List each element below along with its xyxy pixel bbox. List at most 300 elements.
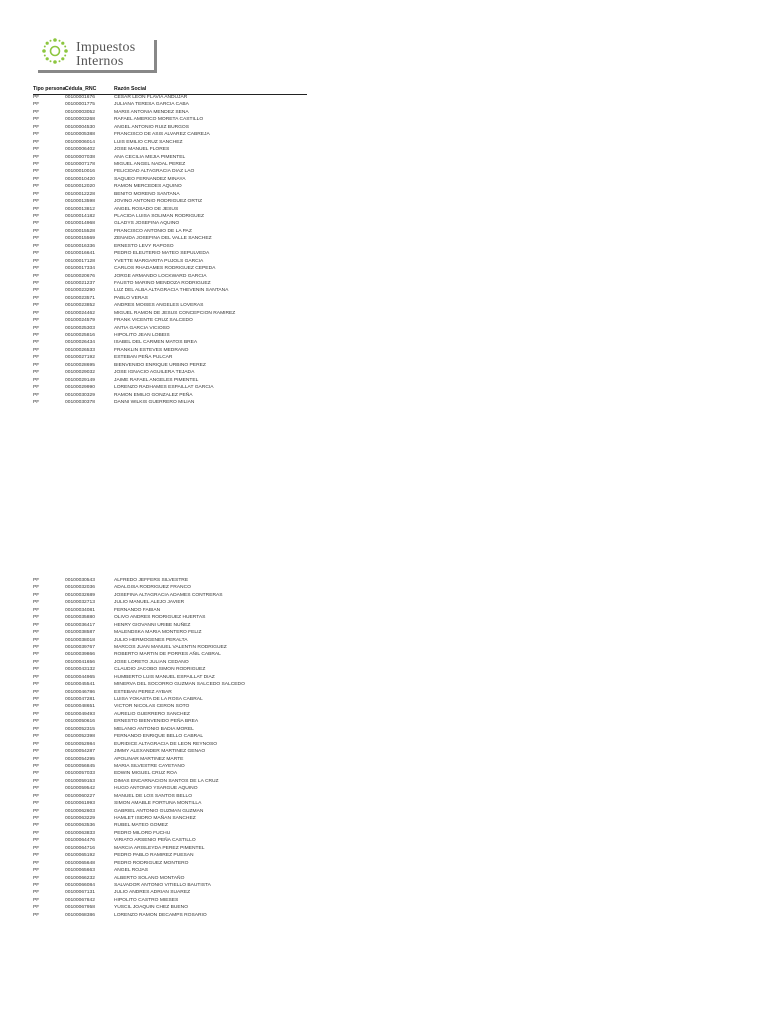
cell-tipo: PF [33,808,40,814]
cell-tipo: PF [33,258,40,264]
cell-tipo: PF [33,221,40,227]
cell-razon: ESTEBAN PEREZ AYBAR [114,689,172,695]
cell-tipo: PF [33,659,40,665]
cell-razon: BIENVENIDO ENRIQUE URBINO PEREZ [114,362,206,368]
cell-razon: MIGUEL ANGEL NADAL PEREZ [114,161,186,167]
cell-cedula: 00100030378 [65,399,95,405]
cell-cedula: 00100024462 [65,310,95,316]
cell-cedula: 00100014182 [65,214,95,219]
cell-tipo: PF [33,176,40,182]
table-row [33,399,353,406]
cell-tipo: PF [33,325,40,331]
cell-razon: RUBEL MATEO GOMEZ [114,823,168,829]
cell-tipo: PF [33,644,40,650]
cell-tipo: PF [33,95,40,100]
table-row [33,369,353,376]
table-row [33,904,353,911]
table-row [33,718,353,725]
cell-tipo: PF [33,206,40,212]
cell-tipo: PF [33,845,40,851]
cell-tipo: PF [33,266,40,272]
cell-tipo: PF [33,637,40,643]
cell-cedula: 00100012020 [65,184,95,190]
table-row [33,897,353,904]
table-row [33,577,353,584]
table-row [33,287,353,294]
cell-tipo: PF [33,622,40,628]
cell-razon: PEDRO MILORD FUCHU [114,830,171,836]
table-row [33,101,353,108]
cell-cedula: 00100059542 [65,786,95,792]
cell-cedula: 00100032689 [65,592,95,598]
cell-razon: EDWIN MIGUEL CRUZ ROA [114,771,178,777]
cell-tipo: PF [33,838,40,844]
cell-razon: ANDRES MOISES ANGELES LOVERAS [114,303,204,309]
table-row [33,258,353,265]
cell-tipo: PF [33,199,40,205]
cell-razon: PLACIDA LUISA SOLIMAN RODRIGUEZ [114,214,204,219]
cell-cedula: 00100065648 [65,860,95,866]
cell-razon: ZENAIDA JOSEFINA DEL VALLE SANCHEZ [114,236,212,242]
cell-cedula: 00100024579 [65,318,95,324]
cell-tipo: PF [33,741,40,747]
table-row [33,213,353,220]
cell-razon: HUGO ANTONIO YSARGUE AQUINO [114,786,198,792]
cell-cedula: 00100030329 [65,392,95,398]
cell-tipo: PF [33,124,40,130]
cell-tipo: PF [33,243,40,249]
table-row [33,882,353,889]
cell-tipo: PF [33,853,40,859]
cell-cedula: 00100045541 [65,682,95,688]
cell-tipo: PF [33,897,40,903]
cell-razon: MARCOS JUAN MANUEL VALENTIN RODRIGUEZ [114,644,227,650]
cell-cedula: 00100007038 [65,154,95,160]
cell-razon: JOSEFINA ALTAGRACIA ADAMES CONTRERAS [114,592,223,598]
cell-tipo: PF [33,191,40,197]
table-row [33,377,353,384]
cell-razon: CARLOS RHADAMES RODRIGUEZ CEPEDA [114,266,216,272]
table-row [33,599,353,606]
cell-razon: FERNANDO ENRIQUE BELLO CABRAL [114,734,204,740]
table-row [33,689,353,696]
table-row [33,109,353,116]
table-row [33,235,353,242]
table-row [33,622,353,629]
cell-cedula: 00100020676 [65,273,95,279]
table-row [33,629,353,636]
cell-cedula: 00100060227 [65,793,95,799]
cell-cedula: 00100052315 [65,726,95,732]
table-row [33,852,353,859]
table-row [33,339,353,346]
table-row [33,785,353,792]
cell-razon: FAUSTO MARINO MENDOZA RODRIGUEZ [114,280,211,286]
cell-razon: VIRIATO ARSENIO PEÑA CASTILLO [114,838,196,844]
cell-cedula: 00100005388 [65,132,95,138]
table-row [33,607,353,614]
table-row [33,748,353,755]
cell-tipo: PF [33,793,40,799]
cell-cedula: 00100025816 [65,333,95,338]
table-row [33,756,353,763]
cell-razon: ANTIA GARCIA VICIOSO [114,325,170,331]
cell-razon: HENRY GIOVANNI URIBE NUÑEZ [114,622,191,628]
table-row [33,139,353,146]
cell-razon: LORENZO RAMON DECAMPS ROSARIO [114,912,207,918]
cell-tipo: PF [33,355,40,361]
header-tipo: Tipo persona [33,86,66,92]
cell-tipo: PF [33,734,40,740]
cell-tipo: PF [33,251,40,257]
table-row [33,273,353,280]
cell-cedula: 00100017334 [65,266,95,272]
cell-cedula: 00100062603 [65,808,95,814]
cell-tipo: PF [33,890,40,896]
cell-razon: ISABEL DEL CARMEN MATOS BREA [114,340,198,346]
cell-tipo: PF [33,674,40,680]
cell-cedula: 00100003052 [65,109,95,115]
cell-razon: FRANK VICENTE CRUZ SALCEDO [114,318,193,324]
table-row [33,265,353,272]
cell-cedula: 00100049493 [65,711,95,717]
cell-razon: ANGEL ROJAS [114,868,149,874]
cell-razon: MELANIO ANTONIO BADIA MOREL [114,726,194,732]
cell-cedula: 00100032036 [65,585,95,591]
cell-cedula: 00100016641 [65,251,95,257]
cell-tipo: PF [33,607,40,613]
cell-tipo: PF [33,288,40,294]
cell-cedula: 00100025303 [65,325,95,331]
cell-tipo: PF [33,652,40,658]
table-row [33,644,353,651]
cell-cedula: 00100015569 [65,236,95,242]
cell-cedula: 00100026434 [65,340,95,346]
cell-razon: FRANCISCO ANTONIO DE LA PAZ [114,228,192,234]
cell-tipo: PF [33,711,40,717]
cell-tipo: PF [33,303,40,309]
cell-cedula: 00100004530 [65,124,95,130]
cell-razon: LUZ DEL ALBA ALTAGRACIA THEVENIN SANTANA [114,288,229,294]
cell-tipo: PF [33,875,40,881]
cell-tipo: PF [33,771,40,777]
cell-razon: SALVADOR ANTONIO VITIELLO BAUTISTA [114,882,211,888]
cell-razon: LUIS EMILIO CRUZ SANCHEZ [114,139,183,145]
cell-tipo: PF [33,667,40,673]
table-row [33,614,353,621]
table-row [33,778,353,785]
cell-razon: ROBERTO MARTIN DE PORRES AÑIL CABRAL [114,652,221,658]
cell-cedula: 00100039767 [65,644,95,650]
cell-cedula: 00100036417 [65,622,95,628]
table-row [33,116,353,123]
table-body-page-1 [33,94,353,406]
cell-razon: ADALGISA RODRIGUEZ FRANCO [114,585,191,591]
table-row [33,659,353,666]
cell-razon: HUMBERTO LUIS MANUEL ESPAILLAT DIAZ [114,674,215,680]
cell-razon: JORGE ARMANDO LOCKWARD GARCIA [114,273,207,279]
cell-tipo: PF [33,816,40,821]
cell-razon: ALBERTO SOLANO MONTAÑO [114,875,185,881]
table-row [33,637,353,644]
cell-tipo: PF [33,154,40,160]
cell-razon: JULIO ANDRES ADRIAN SUAREZ [114,890,191,896]
cell-cedula: 00100039866 [65,652,95,658]
cell-razon: PEDRO PABLO RAMIREZ PUESAN [114,853,194,859]
table-row [33,584,353,591]
cell-tipo: PF [33,399,40,405]
cell-tipo: PF [33,905,40,911]
cell-razon: JOVINO ANTONIO RODRIGUEZ ORTIZ [114,199,203,205]
table-row [33,726,353,733]
cell-tipo: PF [33,318,40,324]
logo-text-line2: Internos [76,54,124,69]
cell-tipo: PF [33,882,40,888]
cell-razon: ANGEL ROSADO DE JESUS [114,206,179,212]
header-razon: Razón Social [114,86,147,92]
cell-razon: DIMAS ENCARNACION SANTOS DE LA CRUZ [114,778,219,784]
cell-cedula: 00100034081 [65,607,95,613]
header-cedula: Cédula_RNC [65,86,97,92]
cell-razon: YVETTE MARGARITA PUJOLS GARCIA [114,258,204,264]
cell-cedula: 00100050616 [65,719,95,725]
cell-tipo: PF [33,310,40,316]
table-row [33,228,353,235]
table-row [33,94,353,101]
cell-razon: ANA CECILIA MEJIA PIMENTEL [114,154,186,160]
table-row [33,347,353,354]
cell-razon: FRANKLIN ESTEVES MEDRANO [114,347,189,353]
cell-cedula: 00100006014 [65,139,95,145]
table-row [33,362,353,369]
table-row [33,250,353,257]
table-row [33,696,353,703]
cell-tipo: PF [33,214,40,219]
cell-tipo: PF [33,726,40,732]
table-row [33,384,353,391]
cell-cedula: 00100067958 [65,905,95,911]
cell-razon: MARCIA ARISLEYDA PEREZ PIMENTEL [114,845,205,851]
cell-razon: APOLINAR MARTINEZ MARTE [114,756,184,762]
cell-cedula: 00100063536 [65,823,95,829]
table-row [33,830,353,837]
cell-tipo: PF [33,147,40,153]
cell-razon: JULIANA TERESA GARCIA CABA [114,102,189,108]
cell-cedula: 00100043132 [65,667,95,673]
cell-cedula: 00100007178 [65,161,95,167]
cell-cedula: 00100023852 [65,303,95,309]
cell-cedula: 00100064716 [65,845,95,851]
table-row [33,800,353,807]
table-row [33,354,353,361]
cell-razon: RAMON EMILIO GONZALEZ PEÑA [114,392,193,398]
cell-razon: HIPOLITO CASTRO MIESES [114,897,179,903]
cell-razon: HIPOLITO JEAN LOBEIS [114,333,170,338]
cell-cedula: 00100035880 [65,615,95,621]
table-row [33,302,353,309]
table-row [33,392,353,399]
cell-cedula: 00100012228 [65,191,95,197]
table-row [33,822,353,829]
cell-cedula: 00100030543 [65,578,95,583]
table-row [33,176,353,183]
cell-razon: ERNESTO LEVY RAPOSO [114,243,174,249]
cell-cedula: 00100021237 [65,280,95,286]
cell-razon: JAIME RAFAEL ANGELES PIMENTEL [114,377,199,383]
cell-cedula: 00100023290 [65,288,95,294]
table-row [33,317,353,324]
table-row [33,154,353,161]
cell-tipo: PF [33,340,40,346]
cell-cedula: 00100059153 [65,778,95,784]
cell-razon: LUISA YOKASTA DE LA ROSA CABRAL [114,697,203,702]
cell-tipo: PF [33,578,40,583]
table-row [33,124,353,131]
table-row [33,845,353,852]
dgii-logo [34,36,158,74]
cell-razon: ANGEL ANTONIO RUIZ BURGOS [114,124,190,130]
cell-tipo: PF [33,385,40,391]
table-row [33,741,353,748]
cell-tipo: PF [33,169,40,175]
cell-cedula: 00100066084 [65,882,95,888]
cell-cedula: 00100016336 [65,243,95,249]
cell-cedula: 00100054295 [65,756,95,762]
table-row [33,666,353,673]
cell-cedula: 00100064476 [65,838,95,844]
cell-tipo: PF [33,719,40,725]
cell-razon: ALFREDO JEFFERS SILVESTRE [114,578,189,583]
cell-razon: JOSE MANUEL FLORES [114,147,170,153]
sunburst-logo-icon [40,36,70,66]
cell-tipo: PF [33,592,40,598]
cell-cedula: 00100046786 [65,689,95,695]
cell-razon: ESTEBAN PEÑA PULCAR [114,355,173,361]
cell-razon: BENITO MORENO SANTANA [114,191,180,197]
cell-tipo: PF [33,704,40,710]
cell-tipo: PF [33,117,40,123]
cell-cedula: 00100066232 [65,875,95,881]
table-row [33,770,353,777]
cell-razon: MIGUEL RAMON DE JESUS CONCEPCION RAMIREZ [114,310,236,316]
cell-tipo: PF [33,132,40,138]
cell-tipo: PF [33,362,40,368]
cell-cedula: 00100006402 [65,147,95,153]
cell-razon: FERNANDO FABIAN [114,607,161,613]
cell-tipo: PF [33,333,40,338]
cell-cedula: 00100017128 [65,258,95,264]
cell-cedula: 00100065663 [65,868,95,874]
cell-cedula: 00100065192 [65,853,95,859]
cell-tipo: PF [33,868,40,874]
cell-razon: CLAUDIO JACOBO SIMON RODRIGUEZ [114,667,206,673]
table-row [33,168,353,175]
cell-tipo: PF [33,749,40,755]
cell-razon: JOSE IGNACIO AGUILERA TEJADA [114,370,195,376]
cell-tipo: PF [33,786,40,792]
cell-cedula: 00100048651 [65,704,95,710]
cell-razon: DANNI WILKIS GUERRERO MILIAN [114,399,195,405]
table-row [33,860,353,867]
table-row [33,332,353,339]
table-row [33,703,353,710]
cell-cedula: 00100038018 [65,637,95,643]
cell-cedula: 00100003268 [65,117,95,123]
table-row [33,191,353,198]
table-row [33,651,353,658]
cell-tipo: PF [33,377,40,383]
table-row [33,206,353,213]
table-row [33,889,353,896]
cell-cedula: 00100067842 [65,897,95,903]
table-row [33,711,353,718]
cell-tipo: PF [33,778,40,784]
cell-razon: ERNESTO BIENVENIDO PEÑA BREA [114,719,199,725]
logo-bar [154,40,157,73]
cell-tipo: PF [33,295,40,301]
cell-tipo: PF [33,370,40,376]
table-row [33,592,353,599]
table-row [33,815,353,822]
table-row [33,310,353,317]
table-row [33,295,353,302]
cell-razon: RAFAEL AMERICO MORETA CASTILLO [114,117,204,123]
logo-text-line1: Impuestos [76,40,136,55]
table-row [33,763,353,770]
cell-tipo: PF [33,860,40,866]
cell-razon: MINERVA DEL SOCORRO GUZMAN SALCEDO SALCEDO [114,682,245,688]
cell-tipo: PF [33,763,40,769]
cell-tipo: PF [33,697,40,702]
cell-tipo: PF [33,615,40,621]
cell-cedula: 00100068386 [65,912,95,918]
cell-cedula: 00100010016 [65,169,95,175]
cell-cedula: 00100044965 [65,674,95,680]
cell-tipo: PF [33,161,40,167]
table-row [33,733,353,740]
cell-razon: RAMON MERCEDES AQUINO [114,184,182,190]
table-row [33,867,353,874]
table-row [33,220,353,227]
cell-razon: GABRIEL ANTONIO GUZMAN GUZMAN [114,808,204,814]
cell-tipo: PF [33,392,40,398]
cell-razon: YUSCIL JOAQUIN CHEZ BUENO [114,905,189,911]
cell-cedula: 00100023571 [65,295,95,301]
cell-tipo: PF [33,630,40,636]
cell-cedula: 00100026533 [65,347,95,353]
logo-rule [38,70,156,73]
cell-cedula: 00100001676 [65,95,95,100]
table-row [33,146,353,153]
cell-tipo: PF [33,585,40,591]
cell-cedula: 00100027192 [65,355,95,361]
cell-razon: JIMMY ALEXANDER MARTINEZ GENAO [114,749,206,755]
cell-razon: FRANCISCO DE ASIS ALVAREZ CABREJA [114,132,210,138]
cell-tipo: PF [33,689,40,695]
cell-cedula: 00100032713 [65,600,95,606]
cell-razon: PABLO VERAS [114,295,148,301]
table-body-page-2 [33,577,353,919]
cell-razon: OLIVO ANDRES RODRIGUEZ HUERTAS [114,615,206,621]
cell-razon: JULIO MANUEL ALEJO JAVIER [114,600,185,606]
cell-cedula: 00100063229 [65,816,95,821]
cell-cedula: 00100052398 [65,734,95,740]
cell-razon: MANUEL DE LOS SANTOS BELLO [114,793,193,799]
cell-tipo: PF [33,600,40,606]
table-row [33,793,353,800]
table-row [33,280,353,287]
cell-cedula: 00100001775 [65,102,95,108]
